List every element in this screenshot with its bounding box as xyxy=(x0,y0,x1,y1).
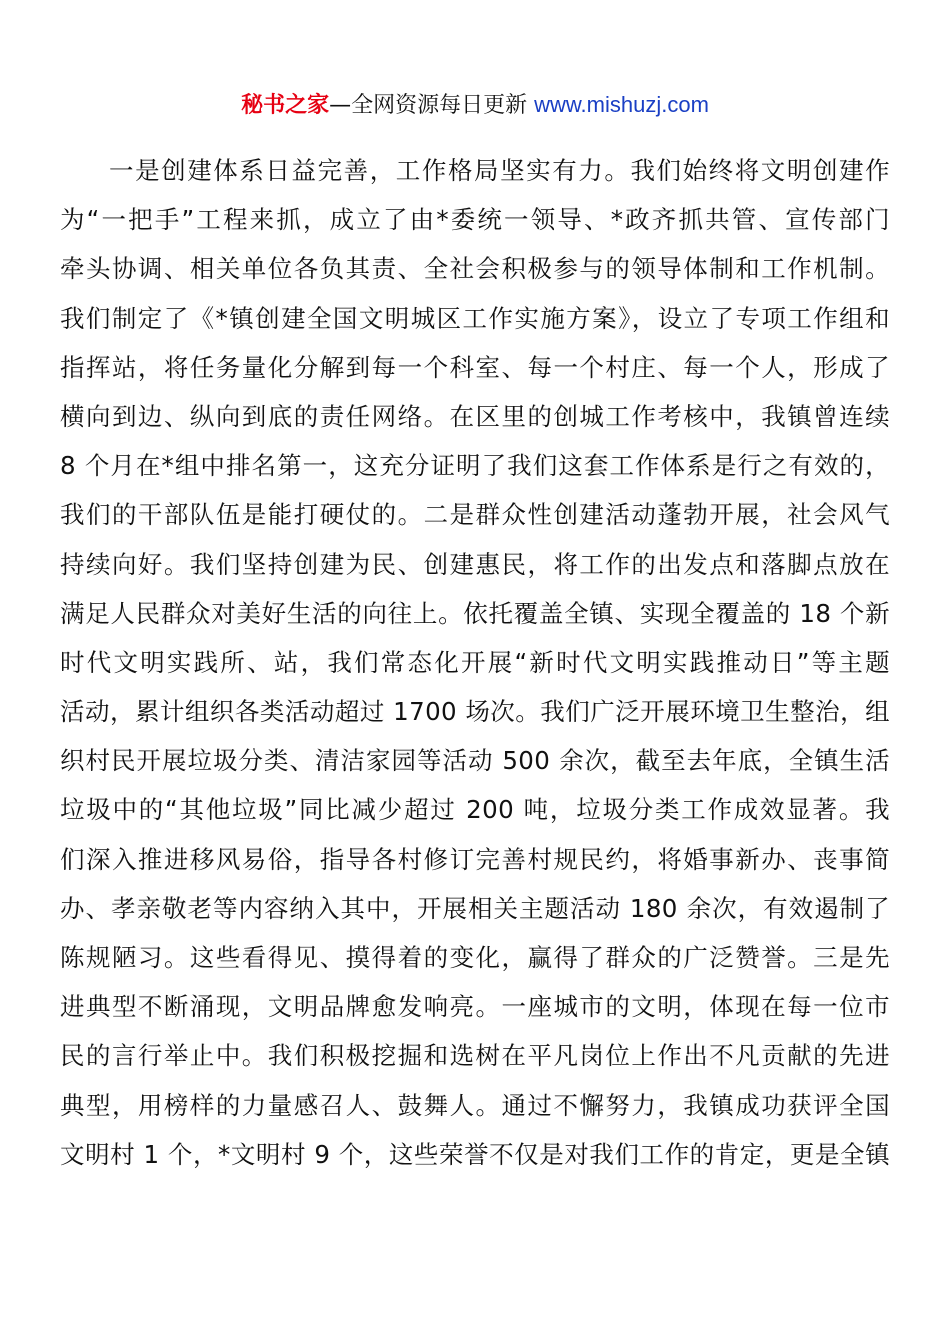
text-line: 持续向好。我们坚持创建为民、创建惠民，将工作的出发点和落脚点放在 xyxy=(60,549,890,579)
text-line: 横向到边、纵向到底的责任网络。在区里的创城工作考核中，我镇曾连续 xyxy=(60,401,890,431)
text-line: 们深入推进移风易俗，指导各村修订完善村规民约，将婚事新办、丧事简 xyxy=(60,844,890,874)
text-line: 办、孝亲敬老等内容纳入其中，开展相关主题活动 180 余次，有效遏制了 xyxy=(60,893,890,923)
text-line: 典型，用榜样的力量感召人、鼓舞人。通过不懈努力，我镇成功获评全国 xyxy=(60,1090,890,1120)
text-line: 我们的干部队伍是能打硬仗的。二是群众性创建活动蓬勃开展，社会风气 xyxy=(60,500,890,530)
text-line: 指挥站，将任务量化分解到每一个科室、每一个村庄、每一个人，形成了 xyxy=(60,352,890,382)
text-line: 陈规陋习。这些看得见、摸得着的变化，赢得了群众的广泛赞誉。三是先 xyxy=(60,943,890,972)
text-line: 我们制定了《*镇创建全国文明城区工作实施方案》，设立了专项工作组和 xyxy=(60,303,890,333)
text-line: 8 个月在*组中排名第一，这充分证明了我们这套工作体系是行之有效的， xyxy=(60,451,890,481)
text-line: 一是创建体系日益完善，工作格局坚实有力。我们始终将文明创建作 xyxy=(109,156,890,185)
text-line: 为“一把手”工程来抓，成立了由*委统一领导、*政齐抓共管、宣传部门 xyxy=(60,205,890,235)
text-line: 进典型不断涌现，文明品牌愈发响亮。一座城市的文明，体现在每一位市 xyxy=(60,992,890,1022)
brand-name: 秘书之家 xyxy=(241,93,330,118)
text-line: 垃圾中的“其他垃圾”同比减少超过 200 吨，垃圾分类工作成效显著。我 xyxy=(60,795,890,825)
text-line: 满足人民群众对美好生活的向往上。依托覆盖全镇、实现全覆盖的 18 个新 xyxy=(60,598,890,628)
text-line: 织村民开展垃圾分类、清洁家园等活动 500 余次，截至去年底，全镇生活 xyxy=(60,746,890,776)
text-line: 牵头协调、相关单位各负其责、全社会积极参与的领导体制和工作机制。 xyxy=(60,254,890,284)
text-line: 民的言行举止中。我们积极挖掘和选树在平凡岗位上作出不凡贡献的先进 xyxy=(60,1041,890,1071)
text-line: 文明村 1 个，*文明村 9 个，这些荣誉不仅是对我们工作的肯定，更是全镇 xyxy=(60,1139,890,1169)
text-line: 活动，累计组织各类活动超过 1700 场次。我们广泛开展环境卫生整治，组 xyxy=(60,697,890,727)
header-slogan: —全网资源每日更新 xyxy=(329,93,535,118)
body-paragraph xyxy=(60,146,890,1179)
page-header xyxy=(0,88,950,123)
website-link[interactable]: www.mishuzj.com xyxy=(534,92,709,117)
text-line: 时代文明实践所、站，我们常态化开展“新时代文明实践推动日”等主题 xyxy=(60,647,890,677)
